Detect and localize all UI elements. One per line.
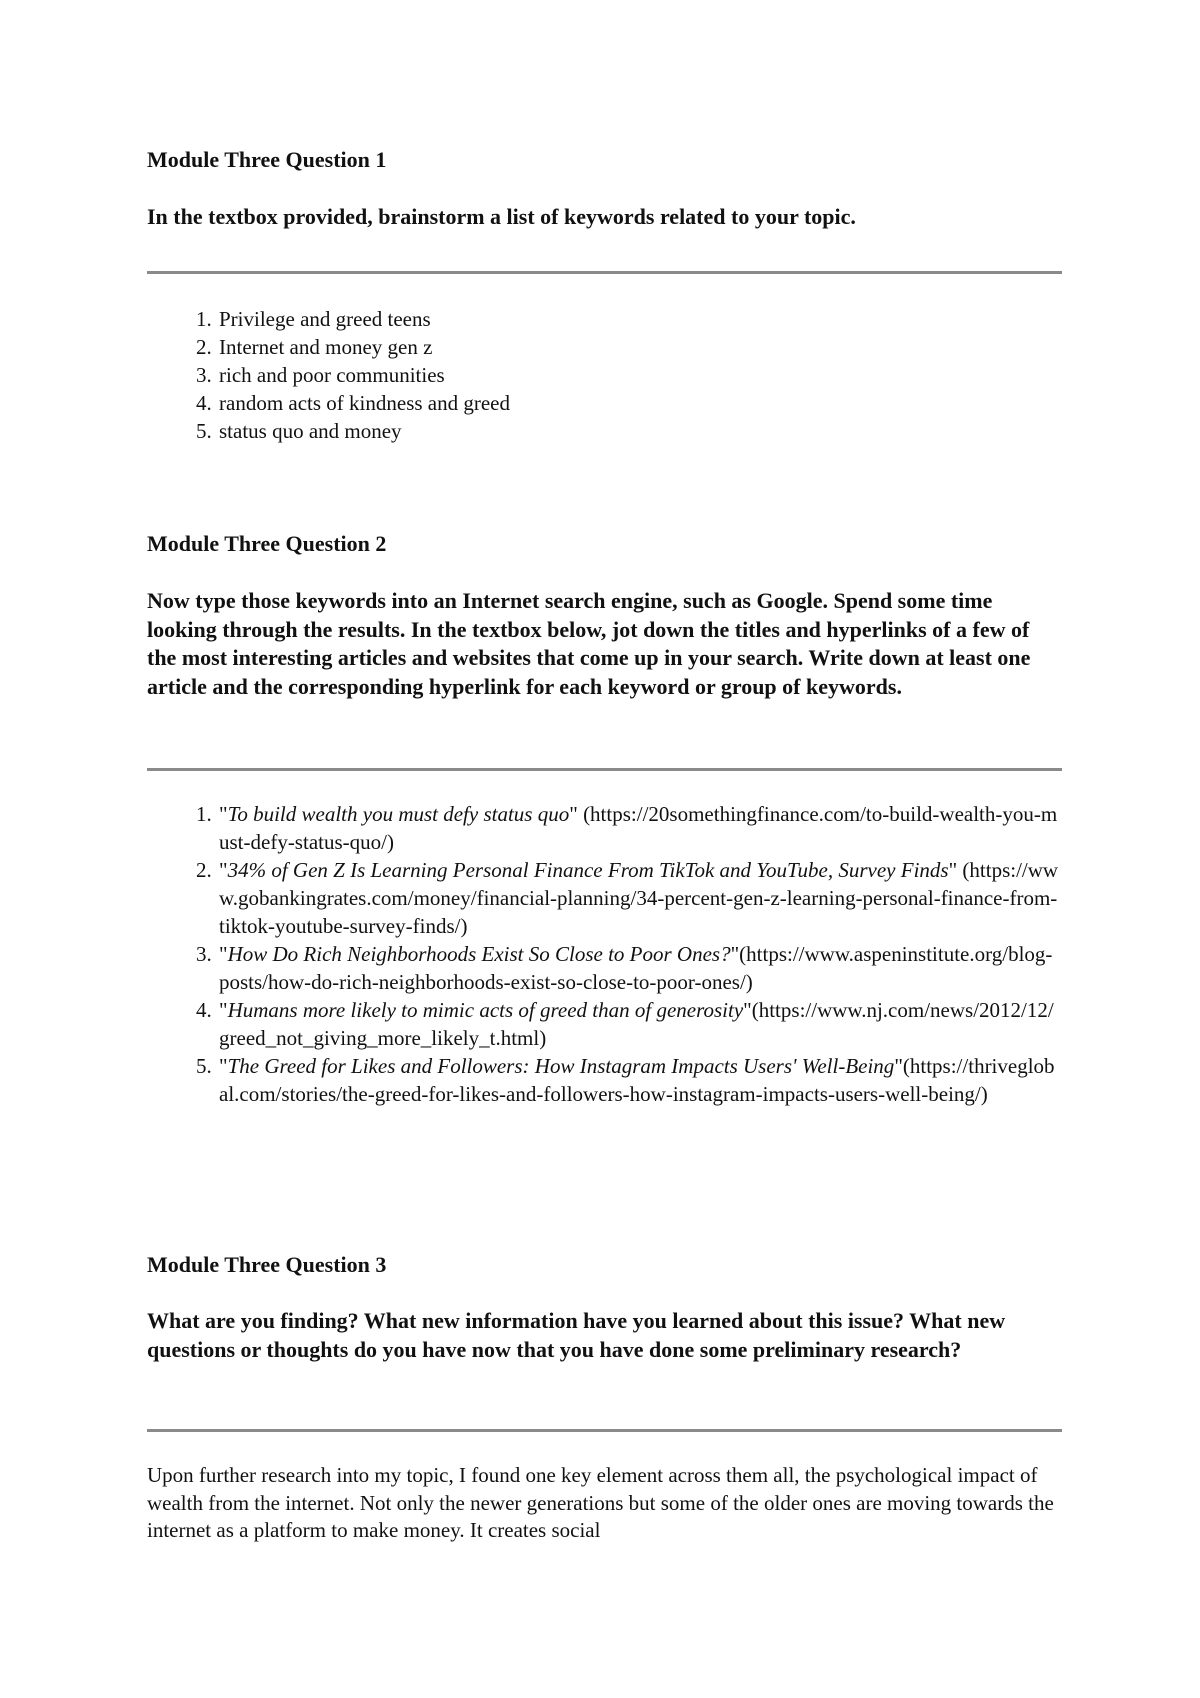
list-item: 2. Internet and money gen z [217, 333, 1062, 361]
q1-prompt: In the textbox provided, brainstorm a list of keywords related to your topic. [147, 204, 856, 229]
list-item [217, 1052, 1062, 1108]
q3-divider [147, 1429, 1062, 1432]
q1-heading: Module Three Question 1 [147, 147, 387, 172]
list-item [217, 996, 1062, 1052]
quote-mark: " [219, 802, 228, 826]
q3-prompt: What are you finding? What new information have you learned about this issue? What new questions or thoughts do you have now that you have done some preliminary research? [147, 1308, 1006, 1362]
article-title: 34% of Gen Z Is Learning Personal Finance From TikTok and YouTube, Survey Finds [227, 858, 949, 882]
list-item: 3. rich and poor communities [217, 361, 1062, 389]
article-link[interactable]: (https://20somethingfinance.com/to-build-wealth-you-must-defy-status-quo/) [219, 802, 1058, 854]
article-title: Humans more likely to mimic acts of greed than of generosity [227, 998, 744, 1022]
quote-mark: " [219, 858, 228, 882]
quote-mark: " [219, 998, 228, 1022]
article-link[interactable]: (https://www.nj.com/news/2012/12/greed_not_giving_more_likely_t.html) [219, 998, 1054, 1050]
list-item [217, 856, 1062, 940]
article-title: The Greed for Likes and Followers: How Instagram Impacts Users' Well-Being [227, 1054, 895, 1078]
list-item [217, 800, 1062, 856]
q1-divider [147, 271, 1062, 274]
quote-mark: " [743, 998, 752, 1022]
quote-mark: " [894, 1054, 903, 1078]
q2-prompt: Now type those keywords into an Internet search engine, such as Google. Spend some time looking through the results. In the textbox below, jot down the titles and hyperlinks of a few of the most interesting articles and websites that come up in your search. Write down at least one article and the corresponding hyperlink for each keyword or group of keywords. [147, 588, 1031, 699]
article-link[interactable]: (https://www.aspeninstitute.org/blog-posts/how-do-rich-neighborhoods-exist-so-close-to-poor-ones/) [219, 942, 1053, 994]
list-item [217, 940, 1062, 996]
article-link[interactable]: (https://www.gobankingrates.com/money/financial-planning/34-percent-gen-z-learning-personal-finance-from-tiktok-youtube-survey-finds/) [219, 858, 1059, 938]
q1-keyword-list[interactable] [147, 305, 1062, 445]
quote-mark: " [948, 858, 958, 882]
q3-answer-text[interactable]: Upon further research into my topic, I found one key element across them all, the psychological impact of wealth from the internet. Not only the newer generations but some of the older ones are moving towards the internet as a platform to make money. It creates social [147, 1463, 1054, 1542]
list-item: 1. Privilege and greed teens [217, 305, 1062, 333]
q3-heading: Module Three Question 3 [147, 1252, 387, 1277]
q2-heading: Module Three Question 2 [147, 531, 387, 556]
q2-article-list[interactable] [147, 800, 1062, 1108]
quote-mark: " [219, 1054, 228, 1078]
quote-mark: " [569, 802, 578, 826]
article-link[interactable]: (https://thriveglobal.com/stories/the-greed-for-likes-and-followers-how-instagram-impacts-users-well-being/) [219, 1054, 1055, 1106]
list-item: 4. random acts of kindness and greed [217, 389, 1062, 417]
quote-mark: " [219, 942, 228, 966]
quote-mark: " [730, 942, 740, 966]
list-item: 5. status quo and money [217, 417, 1062, 445]
article-title: How Do Rich Neighborhoods Exist So Close to Poor Ones? [227, 942, 731, 966]
article-title: To build wealth you must defy status quo [227, 802, 570, 826]
q2-divider [147, 768, 1062, 771]
